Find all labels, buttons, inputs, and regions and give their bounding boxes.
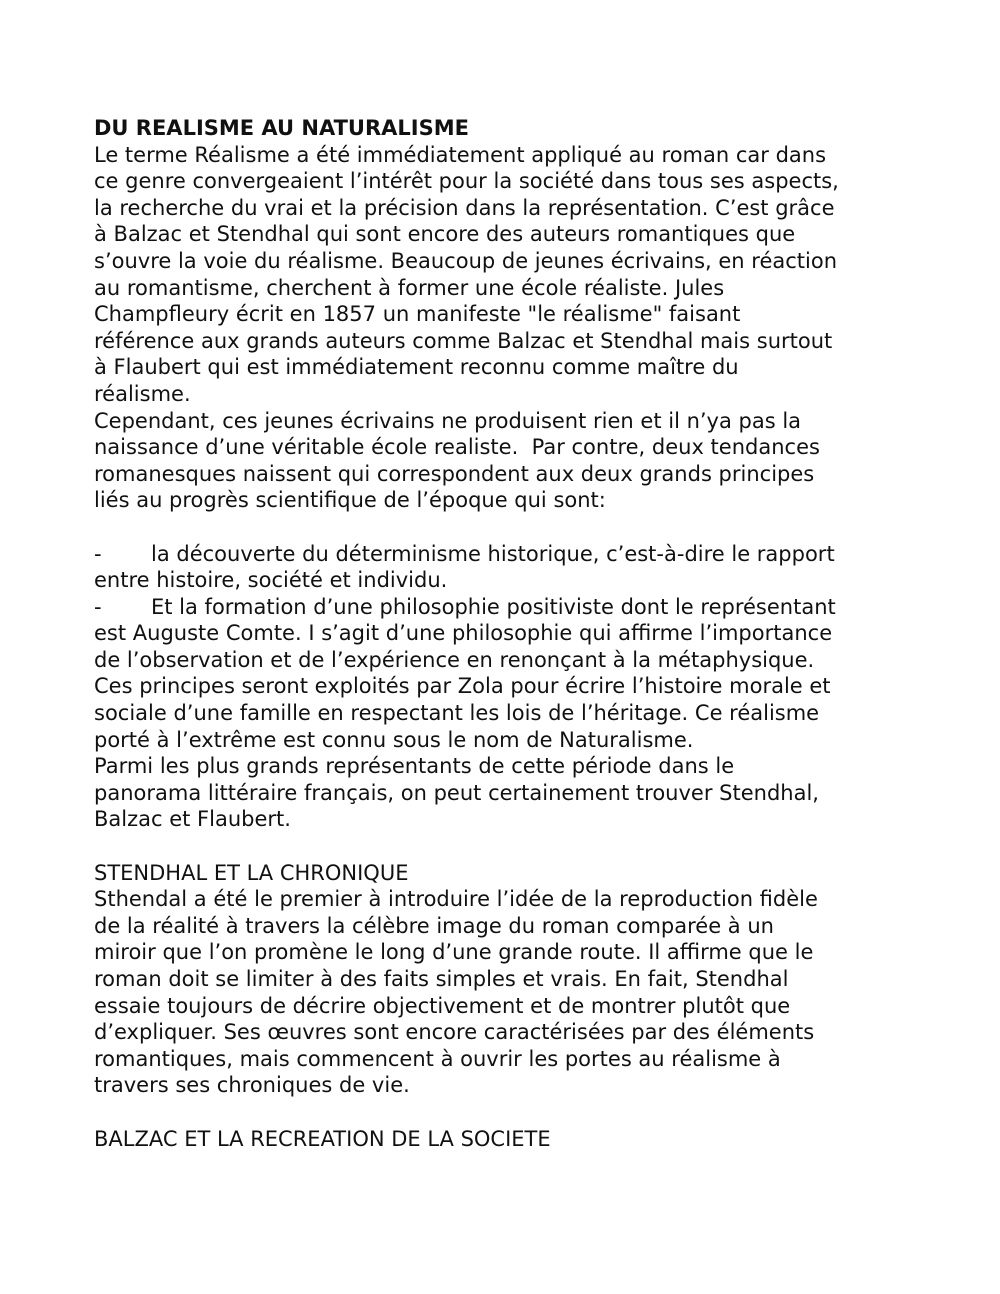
text-line: Champfleury écrit en 1857 un manifeste "le réalisme" faisant	[94, 302, 741, 327]
blank-line	[94, 514, 920, 541]
text-line: entre histoire, société et individu.	[94, 568, 448, 593]
text-line: roman doit se limiter à des faits simples et vrais. En fait, Stendhal	[94, 967, 789, 991]
text-line: la découverte du déterminisme historique, c’est-à-dire le rapport	[151, 541, 835, 566]
bullet-item-determinisme	[94, 541, 920, 594]
text-line: de l’observation et de l’expérience en renonçant à la métaphysique.	[94, 647, 815, 672]
text-line: essaie toujours de décrire objectivement et de montrer plutôt que	[94, 993, 791, 1018]
paragraph-parmi	[94, 753, 920, 833]
text-line: porté à l’extrême est connu sous le nom de Naturalisme.	[94, 727, 694, 752]
text-line: naissance d’une véritable école realiste. Par contre, deux tendances	[94, 435, 820, 460]
bullet-item-positivisme	[94, 594, 920, 754]
text-line: de la réalité à travers la célèbre image du roman comparée à un	[94, 913, 774, 938]
paragraph-cependant	[94, 408, 920, 514]
text-line: réalisme.	[94, 381, 191, 406]
text-line: Balzac et Flaubert.	[94, 807, 291, 832]
text-line: Sthendal a été le premier à introduire l’idée de la reproduction fidèle	[94, 887, 818, 912]
bullet-first-line	[94, 594, 920, 621]
bullet-dash: -	[94, 541, 102, 566]
text-line: d’expliquer. Ses œuvres sont encore caractérisées par des éléments	[94, 1020, 815, 1045]
text-line: Cependant, ces jeunes écrivains ne produisent rien et il n’ya pas la	[94, 408, 802, 433]
text-line: romantiques, mais commencent à ouvrir les portes au réalisme à	[94, 1046, 781, 1071]
blank-line	[94, 833, 920, 860]
text-line: Et la formation d’une philosophie positiviste dont le représentant	[151, 594, 836, 619]
paragraph-intro	[94, 142, 920, 408]
bullet-first-line	[94, 541, 920, 568]
text-line: est Auguste Comte. I s’agit d’une philosophie qui affirme l’importance	[94, 621, 833, 646]
document-page	[94, 115, 920, 1152]
text-line: la recherche du vrai et la précision dans la représentation. C’est grâce	[94, 195, 835, 220]
bullet-dash: -	[94, 594, 102, 619]
text-line: référence aux grands auteurs comme Balzac et Stendhal mais surtout	[94, 328, 833, 353]
text-line: Ces principes seront exploités par Zola pour écrire l’histoire morale et	[94, 674, 831, 699]
text-line: panorama littéraire français, on peut certainement trouver Stendhal,	[94, 780, 819, 805]
text-line: Parmi les plus grands représentants de cette période dans le	[94, 754, 735, 779]
text-line: romanesques naissent qui correspondent aux deux grands principes	[94, 461, 815, 486]
text-line: Le terme Réalisme a été immédiatement appliqué au roman car dans	[94, 142, 827, 167]
text-line: s’ouvre la voie du réalisme. Beaucoup de jeunes écrivains, en réaction	[94, 248, 838, 273]
section-title-balzac: BALZAC ET LA RECREATION DE LA SOCIETE	[94, 1126, 551, 1151]
text-line: liés au progrès scientifique de l’époque qui sont:	[94, 488, 606, 513]
text-line: ce genre convergeaient l’intérêt pour la société dans tous ses aspects,	[94, 169, 839, 194]
blank-line	[94, 1099, 920, 1126]
text-line: sociale d’une famille en respectant les lois de l’héritage. Ce réalisme	[94, 701, 820, 726]
text-line: à Balzac et Stendhal qui sont encore des auteurs romantiques que	[94, 222, 796, 247]
section-title-realisme: DU REALISME AU NATURALISME	[94, 116, 469, 140]
section-title-stendhal: STENDHAL ET LA CHRONIQUE	[94, 860, 409, 885]
text-line: miroir que l’on promène le long d’une grande route. Il affirme que le	[94, 940, 814, 965]
text-line: au romantisme, cherchent à former une école réaliste. Jules	[94, 275, 725, 300]
text-line: travers ses chroniques de vie.	[94, 1073, 410, 1098]
paragraph-stendhal	[94, 886, 920, 1099]
text-line: à Flaubert qui est immédiatement reconnu comme maître du	[94, 355, 739, 380]
